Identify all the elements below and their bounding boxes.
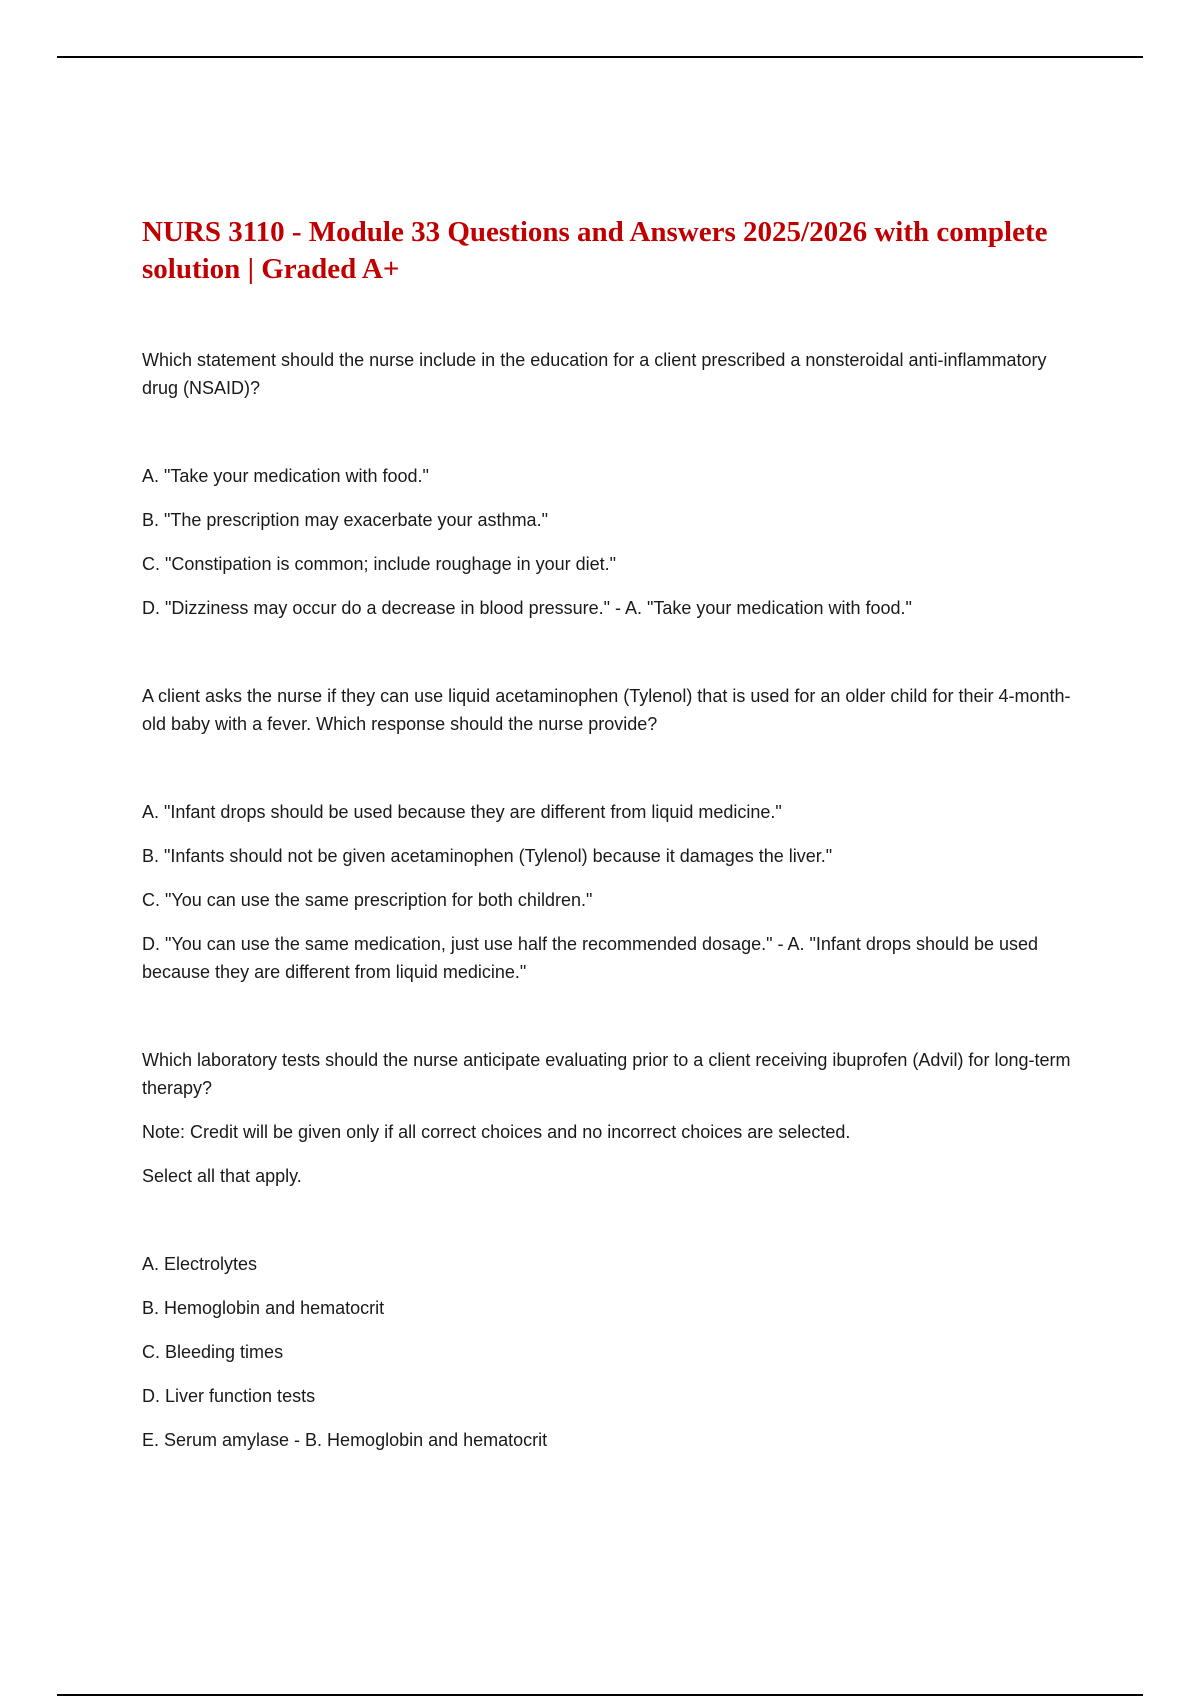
document-body: [142, 346, 1082, 1470]
question-1-prompt: Which statement should the nurse include in the education for a client prescribed a nonsteroidal anti-inflammatory drug (NSAID)?: [142, 350, 1047, 398]
question-3-option-b: B. Hemoglobin and hematocrit: [142, 1298, 385, 1318]
question-3-option-c: C. Bleeding times: [142, 1342, 284, 1362]
document-title: NURS 3110 - Module 33 Questions and Answers 2025/2026 with complete solution | Graded A+: [142, 216, 1048, 285]
question-2-option-d-answer: D. "You can use the same medication, just use half the recommended dosage." - A. "Infant drops should be used because they are different from liquid medicine.": [142, 934, 1039, 982]
question-3-option-a: A. Electrolytes: [142, 1254, 258, 1274]
question-2-option-c: C. "You can use the same prescription for both children.": [142, 890, 593, 910]
question-3-note: Note: Credit will be given only if all correct choices and no incorrect choices are selected.: [142, 1122, 851, 1142]
question-3-option-e-answer: E. Serum amylase - B. Hemoglobin and hematocrit: [142, 1430, 548, 1450]
question-2-option-a: A. "Infant drops should be used because they are different from liquid medicine.": [142, 802, 782, 822]
question-3-option-d: D. Liver function tests: [142, 1386, 316, 1406]
question-2-prompt: A client asks the nurse if they can use liquid acetaminophen (Tylenol) that is used for an older child for their 4-month-old baby with a fever. Which response should the nurse provide?: [142, 686, 1071, 734]
question-1-option-d-answer: D. "Dizziness may occur do a decrease in blood pressure." - A. "Take your medication with food.": [142, 598, 912, 618]
question-1-option-c: C. "Constipation is common; include roughage in your diet.": [142, 554, 617, 574]
question-3-instruction: Select all that apply.: [142, 1166, 302, 1186]
question-1-option-a: A. "Take your medication with food.": [142, 466, 429, 486]
question-2-option-b: B. "Infants should not be given acetaminophen (Tylenol) because it damages the liver.": [142, 846, 833, 866]
top-rule: [57, 56, 1143, 58]
question-1-option-b: B. "The prescription may exacerbate your asthma.": [142, 510, 548, 530]
question-3-prompt: Which laboratory tests should the nurse anticipate evaluating prior to a client receiving ibuprofen (Advil) for long-term therapy?: [142, 1050, 1071, 1098]
bottom-rule: [57, 1694, 1143, 1696]
